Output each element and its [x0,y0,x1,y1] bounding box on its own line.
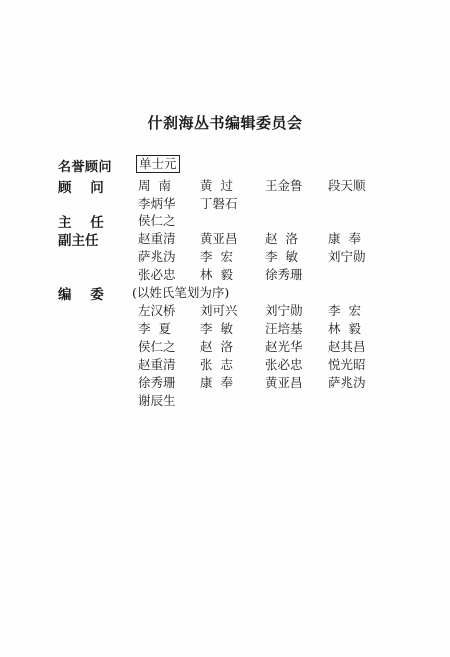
editor-name: 谢辰生 [138,393,176,408]
advisor-name: 李炳华 [138,196,176,211]
editor-name: 徐秀珊 [138,375,176,390]
editor-name: 悦光昭 [328,357,366,372]
editor-name: 李 敏 [200,321,233,336]
deputy-director-name: 李 宏 [200,249,233,264]
editor-name: 黄亚昌 [265,375,303,390]
editor-name: 康 奉 [200,375,233,390]
editor-name: 张 志 [200,357,233,372]
deputy-director-name: 李 敏 [265,249,298,264]
editor-name: 刘宁勋 [265,303,303,318]
advisor-name: 黄 过 [200,178,233,193]
deputy-director-name: 林 毅 [200,267,233,282]
label-editors: 编 委 [58,287,104,303]
editor-name: 汪培基 [265,321,303,336]
editor-name: 林 毅 [328,321,361,336]
editor-name: 张必忠 [265,357,303,372]
honorary-advisor-name: 单士元 [136,155,180,173]
advisor-name: 王金鲁 [265,178,303,193]
deputy-director-name: 黄亚昌 [200,231,238,246]
editors-ordering-note: (以姓氏笔划为序) [132,285,230,300]
editor-name: 赵 洛 [200,339,233,354]
deputy-director-name: 徐秀珊 [265,267,303,282]
editor-name: 侯仁之 [138,339,176,354]
editor-name: 左汉桥 [138,303,176,318]
deputy-director-name: 赵 洛 [265,231,298,246]
deputy-director-name: 赵重清 [138,231,176,246]
deputy-director-name: 张必忠 [138,267,176,282]
label-director: 主 任 [58,215,104,231]
editor-name: 萨兆沩 [328,375,366,390]
label-deputy-directors: 副主任 [58,233,99,249]
editor-name: 赵光华 [265,339,303,354]
deputy-director-name: 萨兆沩 [138,249,176,264]
editor-name: 李 夏 [138,321,171,336]
page-title: 什刹海丛书编辑委员会 [147,114,303,132]
deputy-director-name: 刘宁勋 [328,249,366,264]
editor-name: 刘可兴 [200,303,238,318]
label-advisors: 顾 问 [58,180,104,196]
label-honorary-advisor: 名誉顾问 [58,160,113,175]
advisor-name: 丁磐石 [200,196,238,211]
editor-name: 赵其昌 [328,339,366,354]
director-name: 侯仁之 [138,213,176,228]
advisor-name: 段天顺 [328,178,366,193]
editor-name: 赵重清 [138,357,176,372]
editor-name: 李 宏 [328,303,361,318]
deputy-director-name: 康 奉 [328,231,361,246]
advisor-name: 周 南 [138,178,171,193]
